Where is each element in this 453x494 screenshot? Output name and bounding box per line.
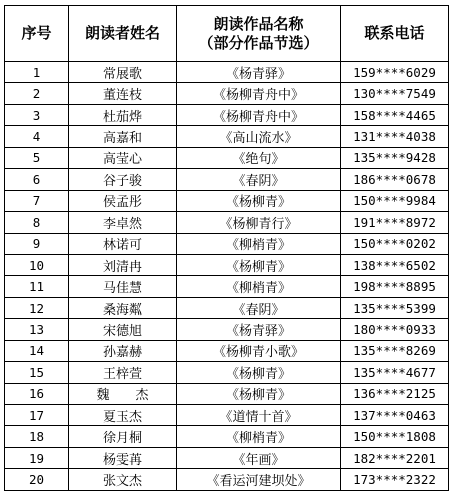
row-reader-name: 魏 杰	[69, 383, 177, 404]
row-work-title: 《杨柳青》	[177, 362, 341, 383]
table-row	[5, 426, 449, 447]
row-work-title: 《柳梢青》	[177, 426, 341, 447]
row-phone: 138****6502	[341, 254, 449, 275]
row-phone: 137****0463	[341, 405, 449, 426]
row-no: 7	[5, 190, 69, 211]
row-work-title: 《看运河建坝处》	[177, 469, 341, 490]
header-work-title-line1: 朗读作品名称	[213, 14, 304, 33]
row-phone: 158****4465	[341, 104, 449, 125]
row-work-title: 《杨柳青》	[177, 383, 341, 404]
row-no: 12	[5, 297, 69, 318]
row-reader-name: 林诺可	[69, 233, 177, 254]
row-work-title: 《年画》	[177, 447, 341, 468]
row-phone: 150****9984	[341, 190, 449, 211]
row-reader-name: 张文杰	[69, 469, 177, 490]
row-no: 16	[5, 383, 69, 404]
row-work-title: 《杨柳青》	[177, 190, 341, 211]
row-no: 11	[5, 276, 69, 297]
row-reader-name: 刘清冉	[69, 254, 177, 275]
row-phone: 135****4677	[341, 362, 449, 383]
row-work-title: 《春阴》	[177, 169, 341, 190]
row-phone: 180****0933	[341, 319, 449, 340]
table-row	[5, 319, 449, 340]
row-no: 1	[5, 62, 69, 83]
row-no: 6	[5, 169, 69, 190]
table-row	[5, 405, 449, 426]
row-phone: 135****5399	[341, 297, 449, 318]
row-work-title: 《杨柳青舟中》	[177, 104, 341, 125]
row-work-title: 《道情十首》	[177, 405, 341, 426]
row-work-title: 《杨柳青舟中》	[177, 83, 341, 104]
row-phone: 182****2201	[341, 447, 449, 468]
table-row	[5, 190, 449, 211]
table-row	[5, 469, 449, 490]
row-phone: 131****4038	[341, 126, 449, 147]
row-work-title: 《杨青驿》	[177, 319, 341, 340]
row-reader-name: 桑海粼	[69, 297, 177, 318]
row-phone: 150****1808	[341, 426, 449, 447]
row-work-title: 《杨柳青小歌》	[177, 340, 341, 361]
header-reader-name: 朗读者姓名	[69, 6, 177, 62]
row-reader-name: 王梓萱	[69, 362, 177, 383]
row-work-title: 《杨青驿》	[177, 62, 341, 83]
table-row	[5, 169, 449, 190]
row-no: 2	[5, 83, 69, 104]
table-row	[5, 276, 449, 297]
row-reader-name: 李卓然	[69, 212, 177, 233]
row-phone: 186****0678	[341, 169, 449, 190]
table-row	[5, 362, 449, 383]
table-row	[5, 340, 449, 361]
row-no: 18	[5, 426, 69, 447]
header-work-title	[177, 6, 341, 62]
row-work-title: 《杨柳青》	[177, 254, 341, 275]
row-work-title: 《绝句》	[177, 147, 341, 168]
row-no: 5	[5, 147, 69, 168]
table-row	[5, 126, 449, 147]
row-reader-name: 宋德旭	[69, 319, 177, 340]
row-reader-name: 夏玉杰	[69, 405, 177, 426]
row-phone: 135****9428	[341, 147, 449, 168]
row-reader-name: 孙嘉赫	[69, 340, 177, 361]
row-work-title: 《杨柳青行》	[177, 212, 341, 233]
row-reader-name: 徐月桐	[69, 426, 177, 447]
row-reader-name: 杜茄烨	[69, 104, 177, 125]
row-reader-name: 侯孟彤	[69, 190, 177, 211]
row-phone: 191****8972	[341, 212, 449, 233]
row-no: 13	[5, 319, 69, 340]
row-no: 3	[5, 104, 69, 125]
row-no: 20	[5, 469, 69, 490]
row-phone: 198****8895	[341, 276, 449, 297]
row-phone: 136****2125	[341, 383, 449, 404]
row-phone: 173****2322	[341, 469, 449, 490]
row-reader-name: 谷子骏	[69, 169, 177, 190]
row-no: 19	[5, 447, 69, 468]
table-row	[5, 254, 449, 275]
row-no: 4	[5, 126, 69, 147]
table-row	[5, 383, 449, 404]
row-work-title: 《柳梢青》	[177, 276, 341, 297]
table-row	[5, 62, 449, 83]
row-reader-name: 马佳慧	[69, 276, 177, 297]
row-reader-name: 常展歌	[69, 62, 177, 83]
row-no: 17	[5, 405, 69, 426]
table-row	[5, 233, 449, 254]
table-row	[5, 104, 449, 125]
table-row	[5, 83, 449, 104]
row-no: 9	[5, 233, 69, 254]
row-reader-name: 高嘉和	[69, 126, 177, 147]
table-row	[5, 147, 449, 168]
header-phone: 联系电话	[341, 6, 449, 62]
row-no: 14	[5, 340, 69, 361]
row-no: 10	[5, 254, 69, 275]
table-row	[5, 297, 449, 318]
row-work-title: 《高山流水》	[177, 126, 341, 147]
header-work-title-line2: （部分作品节选）	[198, 33, 319, 52]
row-no: 15	[5, 362, 69, 383]
row-work-title: 《春阴》	[177, 297, 341, 318]
row-phone: 130****7549	[341, 83, 449, 104]
header-row	[5, 6, 449, 62]
row-reader-name: 高莹心	[69, 147, 177, 168]
row-phone: 150****0202	[341, 233, 449, 254]
header-no: 序号	[5, 6, 69, 62]
row-no: 8	[5, 212, 69, 233]
row-phone: 159****6029	[341, 62, 449, 83]
row-reader-name: 杨雯苒	[69, 447, 177, 468]
table-row	[5, 447, 449, 468]
table-row	[5, 212, 449, 233]
row-reader-name: 董连枝	[69, 83, 177, 104]
row-work-title: 《柳梢青》	[177, 233, 341, 254]
row-phone: 135****8269	[341, 340, 449, 361]
readers-table	[4, 5, 449, 491]
